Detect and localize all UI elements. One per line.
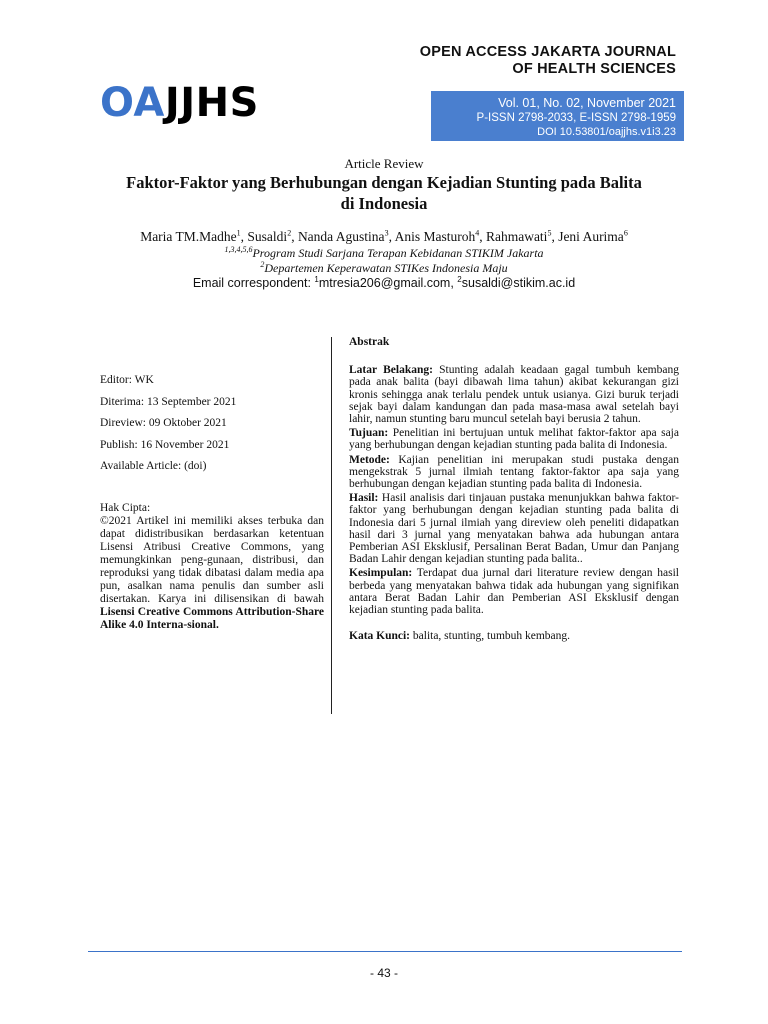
footer-rule [88,951,682,952]
article-title [84,172,684,214]
abstract-aim: Tujuan: Penelitian ini bertujuan untuk melihat faktor-faktor apa saja yang berhubungan dengan kejadian stunting pada balita di Indonesia. [349,427,679,452]
author-list [60,228,708,245]
license-link[interactable]: Lisensi Creative Commons Attribution-Share Alike 4.0 Interna-sional. [100,606,324,631]
logo-oa: OA [100,80,165,126]
author: Maria TM.Madhe$^1$, [140,228,248,244]
author: Nanda Agustina$^3$, [297,228,395,244]
title-line2: di Indonesia [340,194,428,213]
article-type: Article Review [344,156,424,171]
editor: Editor: WK [100,374,154,386]
column-divider [331,337,332,714]
keywords: Kata Kunci: balita, stunting, tumbuh kembang. [349,630,571,643]
abstract-result: Hasil: Hasil analisis dari tinjauan pustaka menunjukkan bahwa faktor-faktor yang berhubungan dengan kejadian stunting pada balita di Indonesia dari 5 jurnal ilmiah yang direview oleh peneliti didapatkan hasil dari 3 jurnal yang menyatakan bahwa ada hubungan antara Pemberian ASI Eksklusif, Persalinan Berat Badan, Umur dan Panjang Badan Lahir dengan kejadian stunting pada balita.. [349,492,679,566]
email-link-2[interactable]: susaldi@stikim.ac.id [461,276,576,291]
volume-issue: Vol. 01, No. 02, November 2021 [498,96,676,110]
journal-name-line2: OF HEALTH SCIENCES [512,61,676,77]
published-date: Publish: 16 November 2021 [100,439,230,451]
abstract-conclusion: Kesimpulan: Terdapat dua jurnal dari literature review dengan hasil berbeda yang menyatakan bahwa tidak ada hubungan yang signifikan antara Berat Badan Lahir dan Pemberian ASI Eksklusif dengan kejadian stunting pada balita. [349,567,679,617]
issn: P-ISSN 2798-2033, E-ISSN 2798-1959 [476,112,676,124]
abstract-heading: Abstrak [349,336,390,348]
correspondence-email: Email correspondent: $^1$mtresia206@gmail.com, $^2$susaldi@stikim.ac.id [192,275,576,291]
doi: DOI 10.53801/oajjhs.v1i3.23 [537,126,676,138]
volume-info-box [431,91,684,141]
author: Susaldi$^2$, [247,228,298,244]
author: Jeni Aurima$^6$ [558,228,628,244]
reviewed-date: Direview: 09 Oktober 2021 [100,417,227,429]
journal-name [420,44,676,78]
page-number: - 43 - [369,966,398,980]
received-date: Diterima: 13 September 2021 [100,396,237,408]
abstract [349,336,679,644]
available-article: Available Article: (doi) [100,460,207,472]
affiliation-1: $^{1,3,4,5,6}$Program Studi Sarjana Terapan Kebidanan STIKIM Jakarta [224,245,544,260]
author: Anis Masturoh$^4$, [394,228,486,244]
journal-name-line1: OPEN ACCESS JAKARTA JOURNAL [419,44,676,60]
author: Rahmawati$^5$, [485,228,559,244]
abstract-background: Latar Belakang: Stunting adalah keadaan gagal tumbuh kembang pada anak balita (bayi dibawah lima tahun) akibat kekurangan gizi kronis sehingga anak terlalu pendek untuk usianya. Gizi buruk terjadi sejak bayi dalam kandungan dan pada masa-masa awal setelah bayi lahir, namun stunting baru muncul setelah bayi berusia 2 tahun. [349,364,679,426]
logo-jjhs: JJHS [164,80,259,126]
email-link-1[interactable]: mtresia206@gmail.com, [318,276,458,291]
title-line1: Faktor-Faktor yang Berhubungan dengan Kejadian Stunting pada Balita [126,173,642,192]
abstract-method: Metode: Kajian penelitian ini merupakan studi pustaka dengan mengekstrak 5 jurnal ilmiah tentang faktor-faktor apa saja yang berhubungan dengan kejadian stunting pada balita di Indonesia. [349,453,679,491]
affiliation-2: $^2$Departemen Keperawatan STIKes Indonesia Maju [260,260,508,275]
copyright-text: ©2021 Artikel ini memiliki akses terbuka dan dapat didistribusikan berdasarkan ketentuan Lisensi Atribusi Creative Commons, yang memungkinkan peng-gunaan, distribusi, dan reproduksi yang tidak dibatasi dalam media apa pun, asalkan nama penulis dan sumber asli disertakan. Karya ini dilisensikan di bawah Lisensi Creative Commons Attribution-Share Alike 4.0 Interna-sional. [100,515,324,631]
journal-logo [100,80,259,126]
copyright-heading: Hak Cipta: [100,502,151,514]
